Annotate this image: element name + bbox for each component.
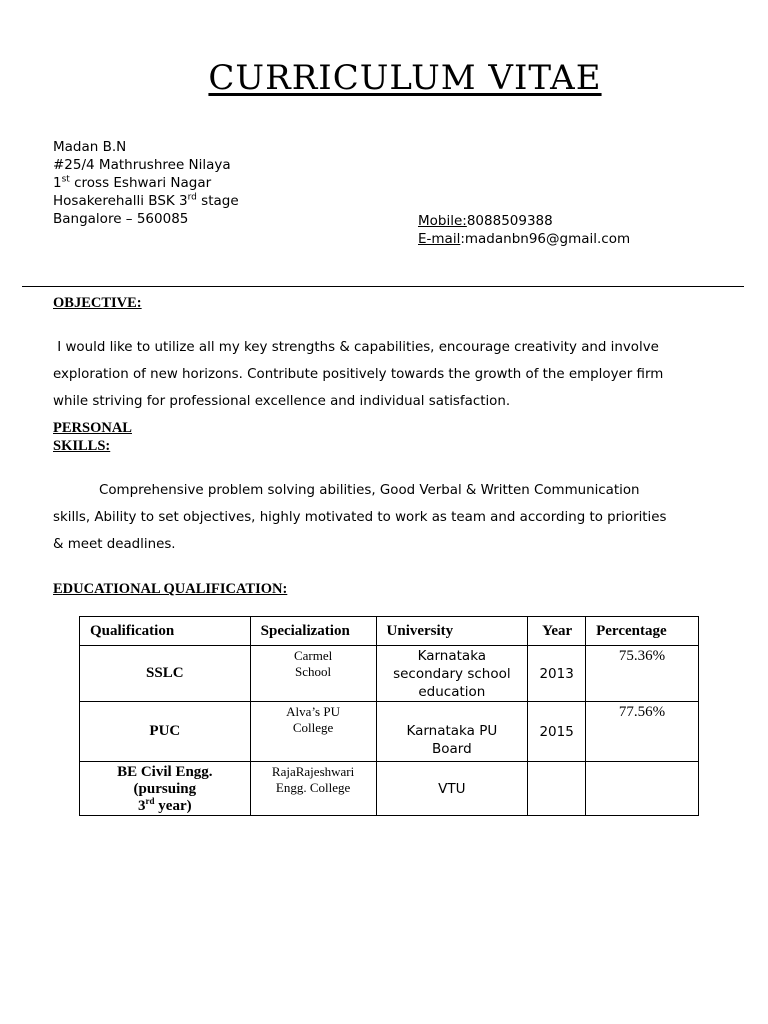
year-cell: 2013 bbox=[528, 646, 586, 702]
cell-text: College bbox=[292, 720, 334, 735]
qualification-cell bbox=[80, 702, 251, 762]
address-text: 1 bbox=[53, 175, 62, 191]
address-text: stage bbox=[196, 193, 239, 209]
cell-text: Karnataka bbox=[417, 647, 487, 664]
cell-text: year) bbox=[154, 798, 192, 814]
cell-text: RajaRajeshwari bbox=[271, 764, 355, 779]
column-header: Specialization bbox=[250, 617, 376, 646]
skills-line: skills, Ability to set objectives, highly motivated to work as team and according to priorities bbox=[53, 510, 667, 525]
email-address: :madanbn96@gmail.com bbox=[460, 231, 631, 247]
column-header: Qualification bbox=[80, 617, 251, 646]
cell-text bbox=[80, 798, 250, 815]
mobile-number: 8088509388 bbox=[466, 213, 553, 229]
cell-text: (pursuing bbox=[133, 781, 197, 797]
table-row bbox=[80, 702, 699, 762]
objective-heading: OBJECTIVE: bbox=[53, 295, 142, 311]
percentage-cell bbox=[586, 762, 699, 816]
column-header: University bbox=[376, 617, 528, 646]
percentage-cell: 77.56% bbox=[586, 702, 699, 762]
objective-line: exploration of new horizons. Contribute positively towards the growth of the employer firm bbox=[53, 367, 664, 382]
cell-text: Engg. College bbox=[275, 780, 351, 795]
objective-line: while striving for professional excellence and individual satisfaction. bbox=[53, 394, 511, 409]
ordinal-number: 3 bbox=[138, 798, 146, 814]
qualification-cell bbox=[80, 646, 251, 702]
cell-text: SSLC bbox=[146, 665, 184, 681]
heading-line: PERSONAL bbox=[53, 420, 132, 436]
year-cell bbox=[528, 762, 586, 816]
university-cell bbox=[376, 702, 528, 762]
cell-text: VTU bbox=[438, 780, 466, 797]
ordinal-suffix: rd bbox=[187, 192, 197, 203]
year-cell: 2015 bbox=[528, 702, 586, 762]
personal-skills-paragraph bbox=[53, 477, 733, 558]
cell-text: BE Civil Engg. bbox=[117, 764, 213, 780]
address-text: Hosakerehalli BSK 3 bbox=[53, 193, 188, 209]
cell-text: PUC bbox=[149, 723, 181, 739]
specialization-cell bbox=[250, 646, 376, 702]
cell-text: secondary school bbox=[393, 665, 511, 682]
address-line bbox=[53, 192, 239, 210]
qualification-cell bbox=[80, 762, 251, 816]
mobile-line bbox=[418, 212, 630, 230]
cell-text: Karnataka PU bbox=[406, 722, 498, 739]
university-cell bbox=[376, 762, 528, 816]
objective-paragraph bbox=[53, 334, 733, 415]
column-header: Percentage bbox=[586, 617, 699, 646]
mobile-label: Mobile: bbox=[418, 213, 467, 229]
column-header: Year bbox=[528, 617, 586, 646]
address-line bbox=[53, 174, 239, 192]
address-line: Bangalore – 560085 bbox=[53, 211, 189, 227]
cell-text: School bbox=[295, 664, 332, 679]
specialization-cell bbox=[250, 762, 376, 816]
table-row bbox=[80, 762, 699, 816]
contact-block bbox=[418, 212, 630, 248]
heading-line: SKILLS: bbox=[53, 438, 111, 454]
skills-line: & meet deadlines. bbox=[53, 537, 176, 552]
university-cell bbox=[376, 646, 528, 702]
ordinal-suffix: rd bbox=[145, 796, 155, 806]
cell-text: Board bbox=[432, 740, 472, 757]
education-heading: EDUCATIONAL QUALIFICATION: bbox=[53, 581, 288, 597]
email-line bbox=[418, 230, 630, 248]
table-header-row bbox=[80, 617, 699, 646]
ordinal-suffix: st bbox=[61, 174, 70, 185]
document-title: CURRICULUM VITAE bbox=[208, 58, 602, 98]
cell-text: Alva’s PU bbox=[286, 704, 340, 719]
skills-line: Comprehensive problem solving abilities, Good Verbal & Written Communication bbox=[99, 483, 640, 498]
cell-text: Carmel bbox=[293, 648, 333, 663]
table-row bbox=[80, 646, 699, 702]
education-table bbox=[79, 616, 699, 816]
percentage-cell: 75.36% bbox=[586, 646, 699, 702]
personal-skills-heading bbox=[53, 419, 132, 455]
cell-text: education bbox=[418, 683, 486, 700]
header-divider bbox=[22, 286, 744, 287]
address-block bbox=[53, 138, 239, 228]
address-text: cross Eshwari Nagar bbox=[69, 175, 212, 191]
email-label: E-mail bbox=[418, 231, 461, 247]
specialization-cell bbox=[250, 702, 376, 762]
candidate-name: Madan B.N bbox=[53, 139, 127, 155]
address-line: #25/4 Mathrushree Nilaya bbox=[53, 157, 231, 173]
objective-line: I would like to utilize all my key strengths & capabilities, encourage creativity and involve bbox=[53, 340, 659, 355]
